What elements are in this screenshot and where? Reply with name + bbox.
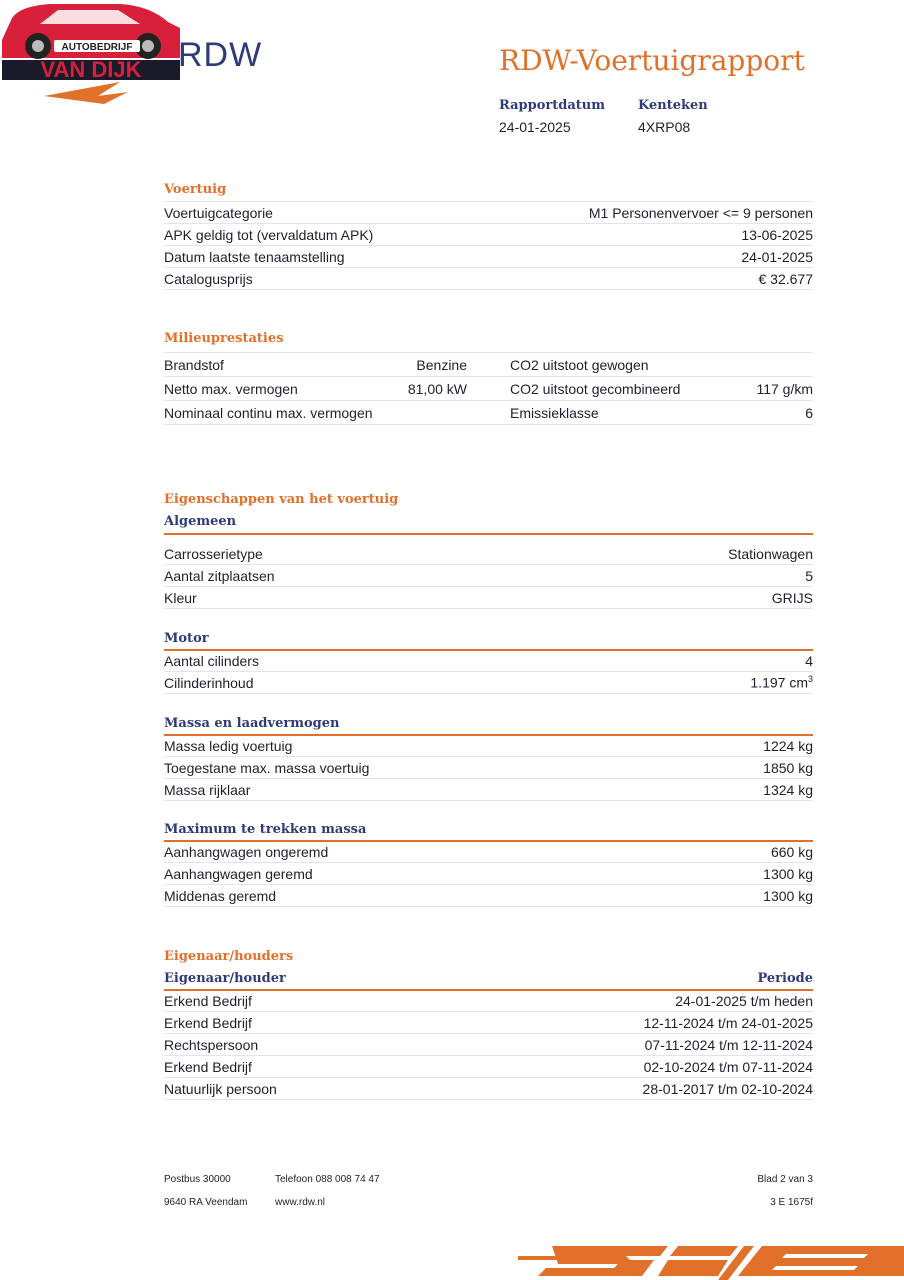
row-value: 1300 kg bbox=[763, 887, 813, 904]
motor-subtitle: Motor bbox=[164, 631, 209, 646]
row-label: Brandstof bbox=[164, 356, 224, 373]
row-value: 6 bbox=[805, 404, 813, 421]
table-row bbox=[164, 245, 813, 267]
milieu-table bbox=[164, 352, 813, 425]
superscript: 3 bbox=[807, 674, 813, 685]
table-row bbox=[164, 376, 813, 400]
row-label: Emissieklasse bbox=[510, 404, 599, 421]
table-row bbox=[164, 400, 813, 425]
table-row bbox=[164, 1077, 813, 1100]
rdw-brand: RDW bbox=[178, 36, 263, 74]
table-row bbox=[164, 1033, 813, 1055]
report-title: RDW-Voertuigrapport bbox=[499, 44, 805, 77]
svg-text:VAN DIJK: VAN DIJK bbox=[40, 57, 142, 82]
table-row bbox=[164, 841, 813, 862]
table-row bbox=[164, 778, 813, 801]
table-row bbox=[164, 564, 813, 586]
row-label: Aantal zitplaatsen bbox=[164, 567, 275, 584]
row-label: Aanhangwagen ongeremd bbox=[164, 843, 329, 860]
row-label: Netto max. vermogen bbox=[164, 380, 298, 397]
table-row bbox=[164, 586, 813, 609]
row-value: € 32.677 bbox=[758, 270, 813, 287]
row-label: Voertuigcategorie bbox=[164, 204, 273, 221]
milieu-section-title: Milieuprestaties bbox=[164, 331, 284, 346]
divider bbox=[164, 533, 813, 535]
footer-code: 3 E 1675f bbox=[770, 1197, 813, 1208]
table-row bbox=[164, 862, 813, 884]
eigenaar-table-header bbox=[164, 971, 813, 986]
rapportdatum-label: Rapportdatum bbox=[499, 98, 605, 113]
kenteken-value: 4XRP08 bbox=[638, 119, 691, 135]
row-label: APK geldig tot (vervaldatum APK) bbox=[164, 226, 374, 243]
row-value: 24-01-2025 bbox=[741, 248, 813, 265]
row-label: Middenas geremd bbox=[164, 887, 277, 904]
footer-postbus: Postbus 30000 bbox=[164, 1174, 231, 1185]
massa-table bbox=[164, 735, 813, 801]
table-row bbox=[164, 267, 813, 290]
kenteken-label: Kenteken bbox=[638, 98, 708, 113]
table-row bbox=[164, 223, 813, 245]
table-row bbox=[164, 1055, 813, 1077]
row-value: 1300 kg bbox=[763, 865, 813, 882]
trekken-subtitle: Maximum te trekken massa bbox=[164, 822, 367, 837]
row-value: Stationwagen bbox=[728, 545, 813, 562]
svg-text:AUTOBEDRIJF: AUTOBEDRIJF bbox=[61, 42, 133, 53]
rdw-stripes-decoration bbox=[518, 1242, 904, 1280]
table-row bbox=[164, 884, 813, 907]
row-label: Rechtspersoon bbox=[164, 1036, 259, 1053]
row-value: 02-10-2024 t/m 07-11-2024 bbox=[643, 1058, 813, 1075]
table-row bbox=[164, 990, 813, 1011]
row-value: Benzine bbox=[416, 356, 467, 373]
table-row bbox=[164, 201, 813, 223]
row-label: Aantal cilinders bbox=[164, 652, 259, 669]
footer-website-link[interactable]: www.rdw.nl bbox=[275, 1197, 326, 1208]
row-label: CO2 uitstoot gecombineerd bbox=[510, 380, 681, 397]
row-value: 1324 kg bbox=[763, 781, 813, 798]
row-label: Kleur bbox=[164, 589, 197, 606]
trekken-table bbox=[164, 841, 813, 907]
table-row bbox=[164, 650, 813, 671]
algemeen-subtitle: Algemeen bbox=[164, 514, 237, 529]
row-value: GRIJS bbox=[771, 589, 813, 606]
row-label: Erkend Bedrijf bbox=[164, 1058, 252, 1075]
row-value: 12-11-2024 t/m 24-01-2025 bbox=[643, 1014, 813, 1031]
row-value: 4 bbox=[805, 652, 813, 669]
voertuig-section-title: Voertuig bbox=[164, 182, 227, 197]
footer-phone: Telefoon 088 008 74 47 bbox=[275, 1174, 380, 1185]
motor-table bbox=[164, 650, 813, 694]
row-label: Catalogusprijs bbox=[164, 270, 253, 287]
row-value bbox=[750, 674, 813, 691]
row-label: Massa ledig voertuig bbox=[164, 737, 293, 754]
row-label: Carrosserietype bbox=[164, 545, 263, 562]
cilinderinhoud-value: 1.197 cm bbox=[750, 674, 808, 691]
row-value: 5 bbox=[805, 567, 813, 584]
row-label: Erkend Bedrijf bbox=[164, 1014, 252, 1031]
table-row bbox=[164, 735, 813, 756]
row-value: 07-11-2024 t/m 12-11-2024 bbox=[644, 1036, 813, 1053]
row-label: Toegestane max. massa voertuig bbox=[164, 759, 370, 776]
eigenschappen-section-title: Eigenschappen van het voertuig bbox=[164, 492, 399, 507]
row-label: Massa rijklaar bbox=[164, 781, 251, 798]
column-header-owner: Eigenaar/houder bbox=[164, 971, 286, 986]
row-value: 24-01-2025 t/m heden bbox=[675, 992, 813, 1009]
massa-subtitle: Massa en laadvermogen bbox=[164, 716, 340, 731]
eigenaar-section-title: Eigenaar/houders bbox=[164, 949, 294, 964]
row-label: Natuurlijk persoon bbox=[164, 1080, 277, 1097]
row-value: 1850 kg bbox=[763, 759, 813, 776]
row-label: Erkend Bedrijf bbox=[164, 992, 252, 1009]
table-row bbox=[164, 543, 813, 564]
row-value: 28-01-2017 t/m 02-10-2024 bbox=[642, 1080, 813, 1097]
table-row bbox=[164, 671, 813, 694]
eigenaar-table bbox=[164, 990, 813, 1100]
row-label: Aanhangwagen geremd bbox=[164, 865, 313, 882]
row-value: 117 g/km bbox=[756, 380, 813, 397]
algemeen-table bbox=[164, 543, 813, 609]
rapportdatum-value: 24-01-2025 bbox=[499, 119, 571, 135]
footer-page-number: Blad 2 van 3 bbox=[757, 1174, 813, 1185]
table-row bbox=[164, 1011, 813, 1033]
row-value: 81,00 kW bbox=[407, 380, 467, 397]
footer-address: 9640 RA Veendam bbox=[164, 1197, 248, 1208]
table-row bbox=[164, 756, 813, 778]
row-label: Datum laatste tenaamstelling bbox=[164, 248, 345, 265]
row-label: Nominaal continu max. vermogen bbox=[164, 404, 373, 421]
row-value: 1224 kg bbox=[763, 737, 813, 754]
row-value: M1 Personenvervoer <= 9 personen bbox=[588, 204, 813, 221]
table-row bbox=[164, 352, 813, 376]
row-label: CO2 uitstoot gewogen bbox=[510, 356, 649, 373]
row-label: Cilinderinhoud bbox=[164, 674, 254, 691]
voertuig-table bbox=[164, 201, 813, 290]
row-value: 660 kg bbox=[770, 843, 813, 860]
column-header-period: Periode bbox=[757, 971, 813, 986]
row-value: 13-06-2025 bbox=[741, 226, 813, 243]
